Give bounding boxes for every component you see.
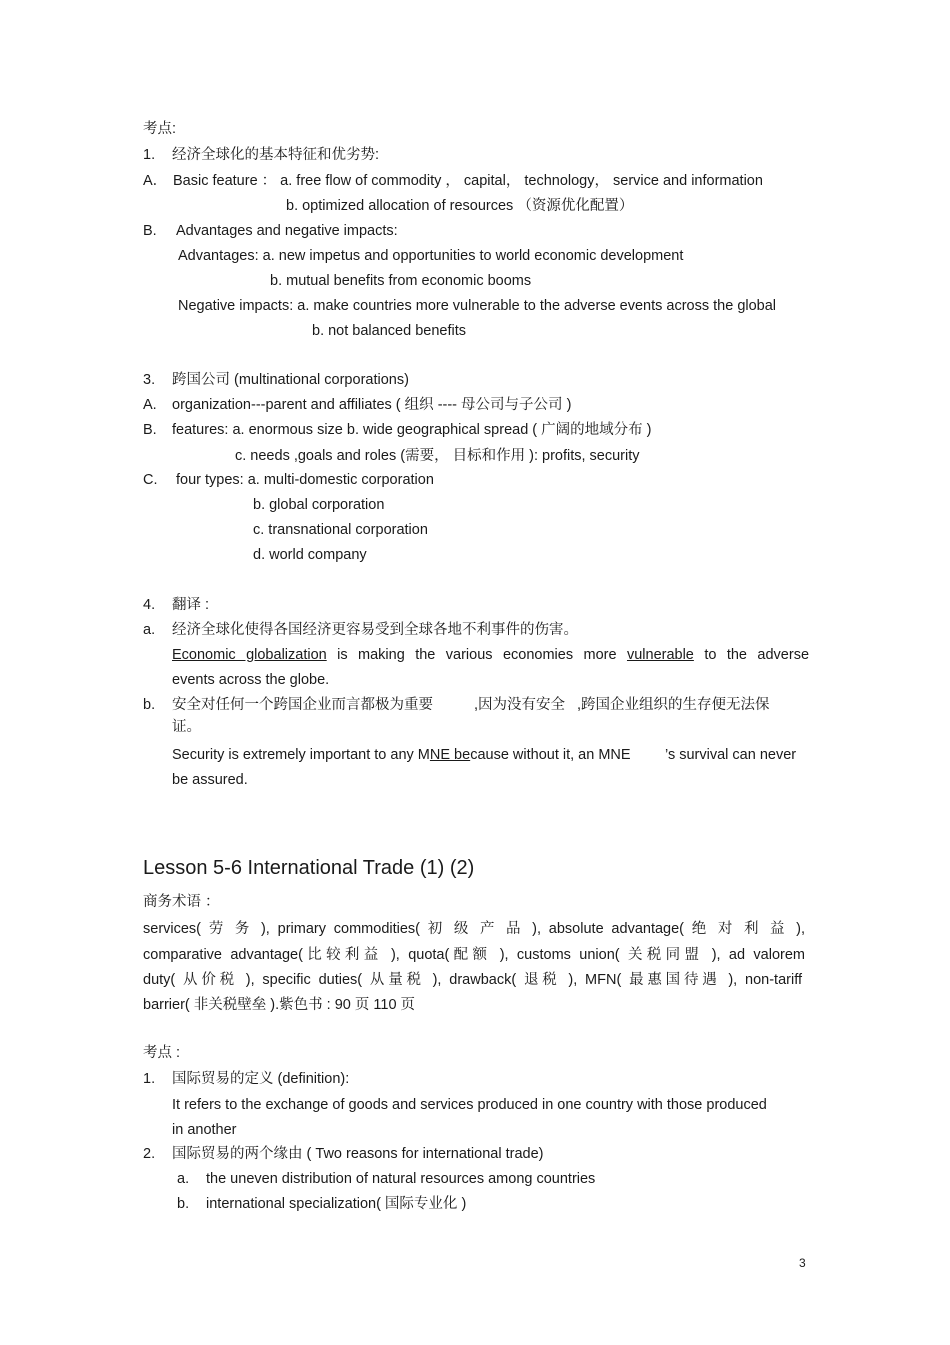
translation-en-line-2: be assured.: [172, 772, 248, 788]
item-title: 经济全球化的基本特征和优劣势:: [172, 147, 380, 163]
text-span: is making the various economies more: [337, 647, 617, 663]
text-span: Security is extremely important to any M: [172, 747, 430, 763]
terms-line: comparative advantage(比较利益 ), quota(配额 ), customs union( 关税同盟 ), ad valorem: [143, 947, 805, 963]
terms-label: 商务术语 ：: [143, 894, 220, 910]
item-title: 跨国公司 (multinational corporations): [172, 372, 409, 388]
translation-en-part: ’s survival can never: [665, 747, 797, 763]
translation-en: [172, 746, 631, 764]
basic-feature-line: Basic feature ： a. free flow of commodity ， capital， technology， service and information: [173, 173, 763, 189]
reason-item: the uneven distribution of natural resources among countries: [206, 1171, 596, 1187]
features-line-2: c. needs ,goals and roles (需要， 目标和作用 ): profits, security: [235, 448, 640, 464]
item-title: 国际贸易的定义 (definition):: [172, 1071, 350, 1087]
item-number: 2.: [143, 1146, 156, 1162]
item-number: 1.: [143, 147, 156, 163]
list-label: A．: [143, 173, 168, 189]
translation-cn-part: ,因为没有安全: [474, 697, 566, 713]
translation-cn-part: ,跨国企业组织的生存便无法保: [577, 697, 770, 713]
terms-line: services( 劳 务 ), primary commodities( 初 级 产 品 ), absolute advantage( 绝 对 利 益 ),: [143, 921, 805, 937]
types-line: four types: a. multi-domestic corporation: [176, 472, 434, 488]
negative-impacts-line: Negative impacts: a. make countries more vulnerable to the adverse events across the global: [178, 298, 777, 314]
item-number: 1.: [143, 1071, 156, 1087]
negative-impacts-line-2: b. not balanced benefits: [312, 323, 466, 339]
list-label: B.: [143, 422, 157, 438]
item-title: 国际贸易的两个缘由 ( Two reasons for international trade): [172, 1146, 544, 1162]
definition-line-2: in another: [172, 1122, 237, 1138]
type-item: b. global corporation: [253, 497, 385, 513]
underlined-term: vulnerable: [626, 647, 694, 663]
translation-en: [172, 646, 809, 664]
basic-feature-line-2: b. optimized allocation of resources （资源优化配置）: [286, 198, 634, 214]
item-number: 4.: [143, 597, 156, 613]
kaodian-label: 考点 :: [143, 1045, 181, 1061]
translation-en-line-2: events across the globe.: [172, 672, 330, 688]
underlined-term: Economic globalization: [172, 647, 327, 663]
list-label: b.: [177, 1196, 190, 1212]
type-item: c. transnational corporation: [253, 522, 428, 538]
item-title: 翻译 :: [172, 597, 210, 613]
kaodian-label: 考点:: [143, 121, 177, 137]
section-subtitle: Advantages and negative impacts:: [176, 223, 398, 239]
translation-cn-line-2: 证。: [172, 719, 201, 735]
reason-item: international specialization( 国际专业化 ): [206, 1196, 467, 1212]
underlined-term: NE be: [429, 747, 471, 763]
translation-cn: 经济全球化使得各国经济更容易受到全球各地不利事件的伤害。: [172, 622, 578, 638]
lesson-heading: Lesson 5-6 International Trade (1) (2): [143, 857, 475, 879]
translation-cn: 安全对任何一个跨国企业而言都极为重要: [172, 697, 433, 713]
text-span: cause without it, an MNE: [470, 747, 631, 763]
terms-line: duty( 从价税 ), specific duties( 从量税 ), drawback( 退税 ), MFN( 最惠国待遇 ), non-tariff: [143, 972, 802, 988]
advantages-line: Advantages: a. new impetus and opportunities to world economic development: [178, 248, 684, 264]
definition-line: It refers to the exchange of goods and services produced in one country with those produced: [172, 1097, 767, 1113]
list-label: a.: [143, 622, 156, 638]
list-label: C.: [143, 472, 158, 488]
type-item: d. world company: [253, 547, 367, 563]
item-number: 3.: [143, 372, 156, 388]
features-line: features: a. enormous size b. wide geographical spread ( 广阔的地域分布 ): [172, 422, 652, 438]
text-span: to the adverse: [704, 647, 810, 663]
organization-line: organization---parent and affiliates ( 组织 ---- 母公司与子公司 ): [172, 397, 572, 413]
page-number: 3: [799, 1256, 806, 1270]
terms-line: barrier( 非关税壁垒 ).紫色书 : 90 页 110 页: [143, 997, 416, 1013]
list-label: A.: [143, 397, 157, 413]
advantages-line-2: b. mutual benefits from economic booms: [270, 273, 532, 289]
list-label: a.: [177, 1171, 190, 1187]
list-label: b.: [143, 697, 156, 713]
list-label: B.: [143, 223, 157, 239]
